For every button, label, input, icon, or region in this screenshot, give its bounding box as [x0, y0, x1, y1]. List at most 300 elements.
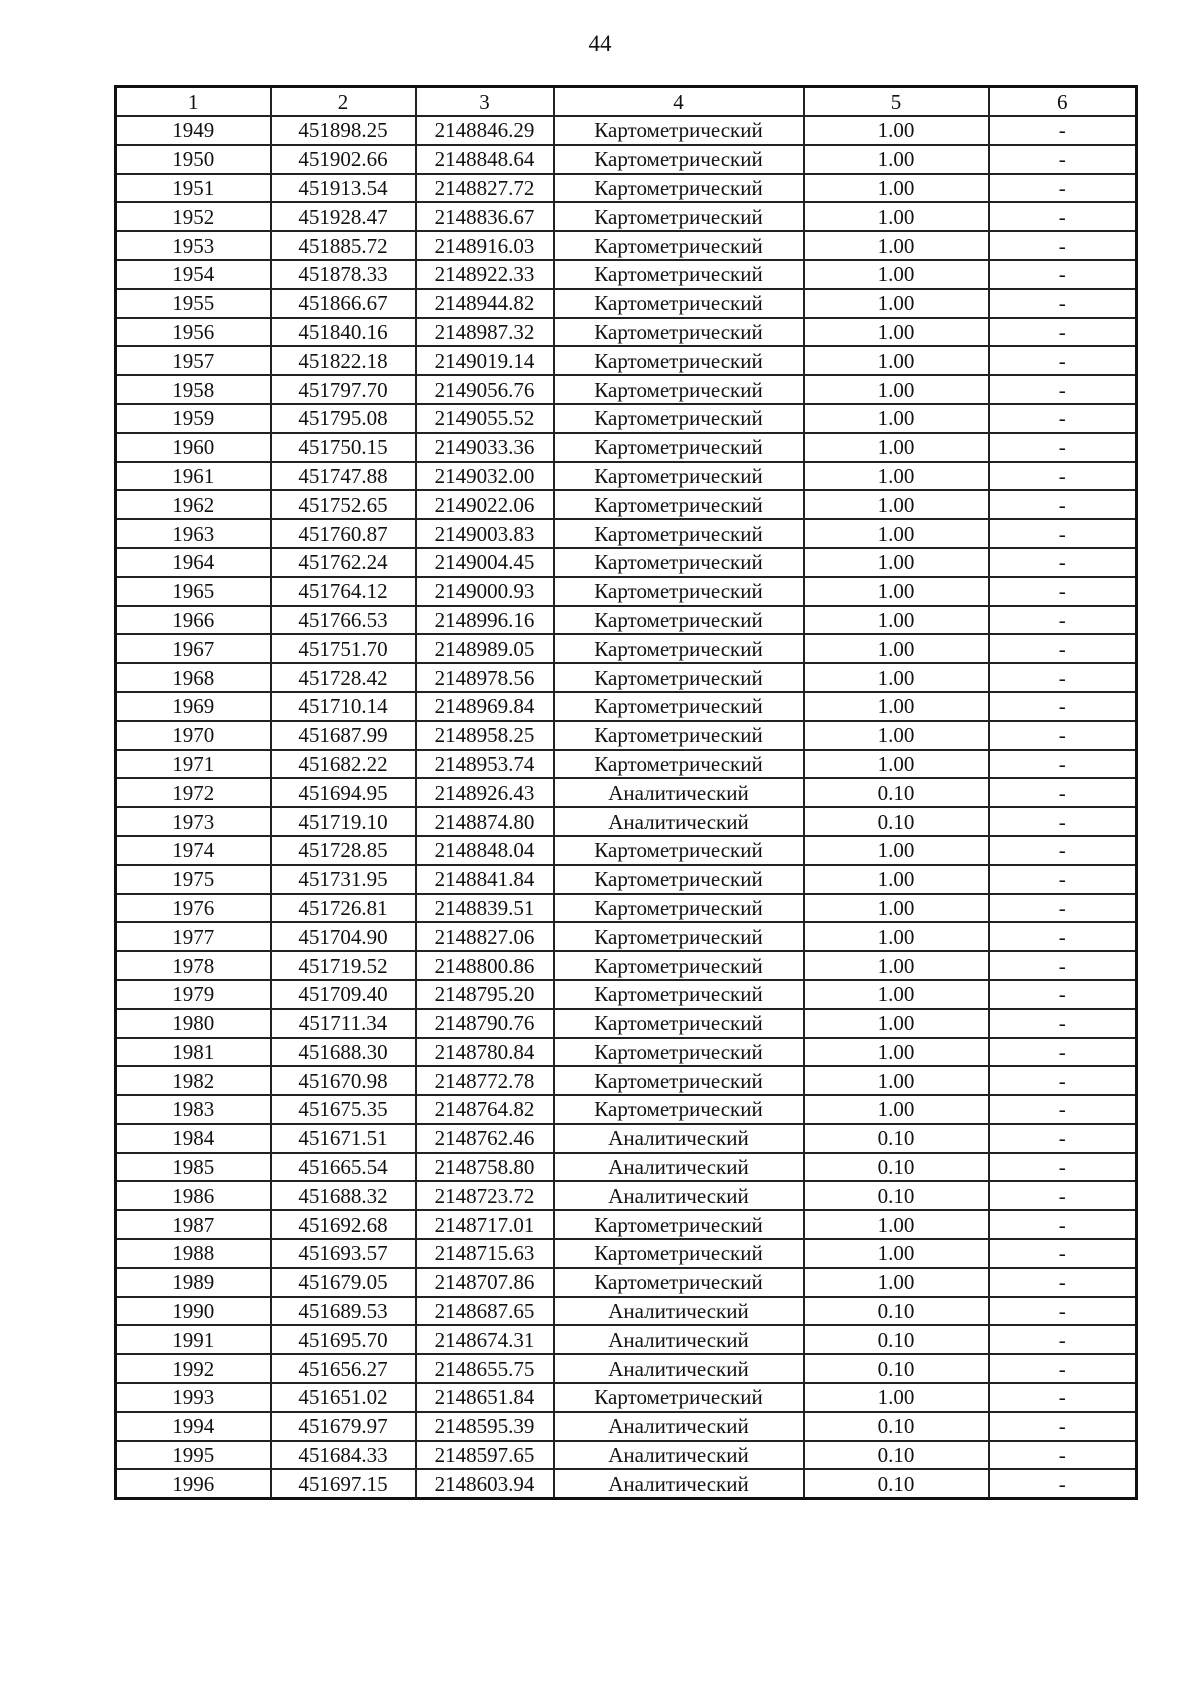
description-cell: - — [989, 980, 1137, 1009]
method-cell: Картометрический — [554, 231, 804, 260]
point-number-cell: 1952 — [116, 202, 271, 231]
x-coordinate-cell: 451704.90 — [271, 922, 416, 951]
point-number-cell: 1968 — [116, 663, 271, 692]
table-row — [116, 1124, 1137, 1153]
table-row — [116, 1441, 1137, 1470]
table-row — [116, 1383, 1137, 1412]
point-number-cell: 1992 — [116, 1354, 271, 1383]
description-cell: - — [989, 1095, 1137, 1124]
x-coordinate-cell: 451719.10 — [271, 807, 416, 836]
point-number-cell: 1970 — [116, 721, 271, 750]
y-coordinate-cell: 2149000.93 — [416, 577, 554, 606]
accuracy-cell: 1.00 — [804, 577, 989, 606]
method-cell: Картометрический — [554, 519, 804, 548]
accuracy-cell: 0.10 — [804, 1441, 989, 1470]
y-coordinate-cell: 2148707.86 — [416, 1268, 554, 1297]
x-coordinate-cell: 451752.65 — [271, 490, 416, 519]
method-cell: Картометрический — [554, 1038, 804, 1067]
table-row — [116, 663, 1137, 692]
point-number-cell: 1975 — [116, 865, 271, 894]
method-cell: Аналитический — [554, 807, 804, 836]
method-cell: Аналитический — [554, 1325, 804, 1354]
x-coordinate-cell: 451928.47 — [271, 202, 416, 231]
y-coordinate-cell: 2149004.45 — [416, 548, 554, 577]
method-cell: Картометрический — [554, 750, 804, 779]
table-row — [116, 577, 1137, 606]
table-row — [116, 346, 1137, 375]
x-coordinate-cell: 451688.32 — [271, 1181, 416, 1210]
description-cell: - — [989, 490, 1137, 519]
x-coordinate-cell: 451684.33 — [271, 1441, 416, 1470]
y-coordinate-cell: 2148996.16 — [416, 606, 554, 635]
accuracy-cell: 1.00 — [804, 289, 989, 318]
point-number-cell: 1981 — [116, 1038, 271, 1067]
accuracy-cell: 1.00 — [804, 1383, 989, 1412]
column-header-2: 2 — [271, 87, 416, 117]
method-cell: Аналитический — [554, 1297, 804, 1326]
point-number-cell: 1959 — [116, 404, 271, 433]
x-coordinate-cell: 451760.87 — [271, 519, 416, 548]
x-coordinate-cell: 451695.70 — [271, 1325, 416, 1354]
point-number-cell: 1966 — [116, 606, 271, 635]
table-row — [116, 116, 1137, 145]
description-cell: - — [989, 1441, 1137, 1470]
accuracy-cell: 1.00 — [804, 260, 989, 289]
description-cell: - — [989, 289, 1137, 318]
method-cell: Картометрический — [554, 318, 804, 347]
header-row — [116, 87, 1137, 117]
point-number-cell: 1973 — [116, 807, 271, 836]
description-cell: - — [989, 1210, 1137, 1239]
method-cell: Картометрический — [554, 1095, 804, 1124]
table-row — [116, 1325, 1137, 1354]
method-cell: Картометрический — [554, 634, 804, 663]
description-cell: - — [989, 1268, 1137, 1297]
y-coordinate-cell: 2148655.75 — [416, 1354, 554, 1383]
table-row — [116, 375, 1137, 404]
y-coordinate-cell: 2148717.01 — [416, 1210, 554, 1239]
description-cell: - — [989, 346, 1137, 375]
x-coordinate-cell: 451665.54 — [271, 1153, 416, 1182]
accuracy-cell: 1.00 — [804, 1038, 989, 1067]
y-coordinate-cell: 2148687.65 — [416, 1297, 554, 1326]
point-number-cell: 1955 — [116, 289, 271, 318]
x-coordinate-cell: 451688.30 — [271, 1038, 416, 1067]
accuracy-cell: 1.00 — [804, 346, 989, 375]
point-number-cell: 1965 — [116, 577, 271, 606]
y-coordinate-cell: 2149033.36 — [416, 433, 554, 462]
method-cell: Аналитический — [554, 1181, 804, 1210]
method-cell: Картометрический — [554, 1239, 804, 1268]
y-coordinate-cell: 2148969.84 — [416, 692, 554, 721]
accuracy-cell: 0.10 — [804, 1354, 989, 1383]
table-row — [116, 894, 1137, 923]
page-number: 44 — [588, 31, 612, 56]
description-cell: - — [989, 260, 1137, 289]
x-coordinate-cell: 451762.24 — [271, 548, 416, 577]
table-row — [116, 750, 1137, 779]
y-coordinate-cell: 2148762.46 — [416, 1124, 554, 1153]
point-number-cell: 1951 — [116, 174, 271, 203]
description-cell: - — [989, 836, 1137, 865]
method-cell: Картометрический — [554, 490, 804, 519]
accuracy-cell: 1.00 — [804, 663, 989, 692]
accuracy-cell: 1.00 — [804, 951, 989, 980]
table-row — [116, 1268, 1137, 1297]
point-number-cell: 1958 — [116, 375, 271, 404]
description-cell: - — [989, 1354, 1137, 1383]
point-number-cell: 1953 — [116, 231, 271, 260]
description-cell: - — [989, 951, 1137, 980]
method-cell: Картометрический — [554, 951, 804, 980]
x-coordinate-cell: 451687.99 — [271, 721, 416, 750]
description-cell: - — [989, 1239, 1137, 1268]
point-number-cell: 1996 — [116, 1469, 271, 1498]
x-coordinate-cell: 451747.88 — [271, 462, 416, 491]
point-number-cell: 1954 — [116, 260, 271, 289]
y-coordinate-cell: 2148922.33 — [416, 260, 554, 289]
point-number-cell: 1964 — [116, 548, 271, 577]
y-coordinate-cell: 2148953.74 — [416, 750, 554, 779]
x-coordinate-cell: 451694.95 — [271, 778, 416, 807]
y-coordinate-cell: 2148944.82 — [416, 289, 554, 318]
accuracy-cell: 1.00 — [804, 1066, 989, 1095]
table-row — [116, 692, 1137, 721]
y-coordinate-cell: 2148926.43 — [416, 778, 554, 807]
method-cell: Картометрический — [554, 260, 804, 289]
x-coordinate-cell: 451726.81 — [271, 894, 416, 923]
accuracy-cell: 1.00 — [804, 145, 989, 174]
x-coordinate-cell: 451693.57 — [271, 1239, 416, 1268]
method-cell: Картометрический — [554, 145, 804, 174]
table-row — [116, 462, 1137, 491]
column-header-4: 4 — [554, 87, 804, 117]
table-row — [116, 1239, 1137, 1268]
description-cell: - — [989, 778, 1137, 807]
table-row — [116, 778, 1137, 807]
table-row — [116, 634, 1137, 663]
y-coordinate-cell: 2148595.39 — [416, 1412, 554, 1441]
description-cell: - — [989, 145, 1137, 174]
x-coordinate-cell: 451697.15 — [271, 1469, 416, 1498]
method-cell: Картометрический — [554, 548, 804, 577]
table-row — [116, 548, 1137, 577]
method-cell: Картометрический — [554, 836, 804, 865]
x-coordinate-cell: 451679.05 — [271, 1268, 416, 1297]
table-row — [116, 202, 1137, 231]
method-cell: Картометрический — [554, 375, 804, 404]
table-row — [116, 433, 1137, 462]
accuracy-cell: 1.00 — [804, 980, 989, 1009]
y-coordinate-cell: 2149032.00 — [416, 462, 554, 491]
description-cell: - — [989, 1325, 1137, 1354]
x-coordinate-cell: 451656.27 — [271, 1354, 416, 1383]
accuracy-cell: 1.00 — [804, 519, 989, 548]
accuracy-cell: 0.10 — [804, 1412, 989, 1441]
table-row — [116, 1066, 1137, 1095]
y-coordinate-cell: 2149055.52 — [416, 404, 554, 433]
point-number-cell: 1980 — [116, 1009, 271, 1038]
accuracy-cell: 1.00 — [804, 1239, 989, 1268]
table-row — [116, 922, 1137, 951]
accuracy-cell: 1.00 — [804, 116, 989, 145]
method-cell: Картометрический — [554, 1383, 804, 1412]
description-cell: - — [989, 1181, 1137, 1210]
x-coordinate-cell: 451751.70 — [271, 634, 416, 663]
description-cell: - — [989, 606, 1137, 635]
description-cell: - — [989, 721, 1137, 750]
x-coordinate-cell: 451682.22 — [271, 750, 416, 779]
description-cell: - — [989, 1066, 1137, 1095]
table-row — [116, 980, 1137, 1009]
accuracy-cell: 1.00 — [804, 462, 989, 491]
point-number-cell: 1957 — [116, 346, 271, 375]
column-header-5: 5 — [804, 87, 989, 117]
description-cell: - — [989, 1124, 1137, 1153]
description-cell: - — [989, 433, 1137, 462]
point-number-cell: 1985 — [116, 1153, 271, 1182]
y-coordinate-cell: 2148764.82 — [416, 1095, 554, 1124]
point-number-cell: 1995 — [116, 1441, 271, 1470]
table-row — [116, 145, 1137, 174]
description-cell: - — [989, 1038, 1137, 1067]
y-coordinate-cell: 2148989.05 — [416, 634, 554, 663]
method-cell: Аналитический — [554, 1124, 804, 1153]
point-number-cell: 1969 — [116, 692, 271, 721]
method-cell: Картометрический — [554, 1210, 804, 1239]
point-number-cell: 1979 — [116, 980, 271, 1009]
y-coordinate-cell: 2148978.56 — [416, 663, 554, 692]
x-coordinate-cell: 451902.66 — [271, 145, 416, 174]
y-coordinate-cell: 2148841.84 — [416, 865, 554, 894]
accuracy-cell: 1.00 — [804, 490, 989, 519]
table-row — [116, 1469, 1137, 1498]
x-coordinate-cell: 451866.67 — [271, 289, 416, 318]
x-coordinate-cell: 451689.53 — [271, 1297, 416, 1326]
x-coordinate-cell: 451822.18 — [271, 346, 416, 375]
description-cell: - — [989, 202, 1137, 231]
column-header-3: 3 — [416, 87, 554, 117]
y-coordinate-cell: 2148597.65 — [416, 1441, 554, 1470]
method-cell: Картометрический — [554, 980, 804, 1009]
description-cell: - — [989, 548, 1137, 577]
accuracy-cell: 1.00 — [804, 1268, 989, 1297]
method-cell: Картометрический — [554, 577, 804, 606]
x-coordinate-cell: 451885.72 — [271, 231, 416, 260]
y-coordinate-cell: 2148674.31 — [416, 1325, 554, 1354]
x-coordinate-cell: 451709.40 — [271, 980, 416, 1009]
x-coordinate-cell: 451675.35 — [271, 1095, 416, 1124]
point-number-cell: 1991 — [116, 1325, 271, 1354]
y-coordinate-cell: 2148874.80 — [416, 807, 554, 836]
accuracy-cell: 0.10 — [804, 1297, 989, 1326]
x-coordinate-cell: 451795.08 — [271, 404, 416, 433]
x-coordinate-cell: 451878.33 — [271, 260, 416, 289]
method-cell: Картометрический — [554, 922, 804, 951]
point-number-cell: 1949 — [116, 116, 271, 145]
point-number-cell: 1978 — [116, 951, 271, 980]
method-cell: Картометрический — [554, 1268, 804, 1297]
x-coordinate-cell: 451797.70 — [271, 375, 416, 404]
table-row — [116, 865, 1137, 894]
x-coordinate-cell: 451840.16 — [271, 318, 416, 347]
accuracy-cell: 1.00 — [804, 1210, 989, 1239]
point-number-cell: 1972 — [116, 778, 271, 807]
point-number-cell: 1982 — [116, 1066, 271, 1095]
y-coordinate-cell: 2148846.29 — [416, 116, 554, 145]
accuracy-cell: 0.10 — [804, 1325, 989, 1354]
description-cell: - — [989, 692, 1137, 721]
table-row — [116, 1412, 1137, 1441]
y-coordinate-cell: 2148780.84 — [416, 1038, 554, 1067]
x-coordinate-cell: 451766.53 — [271, 606, 416, 635]
description-cell: - — [989, 865, 1137, 894]
x-coordinate-cell: 451764.12 — [271, 577, 416, 606]
description-cell: - — [989, 922, 1137, 951]
point-number-cell: 1987 — [116, 1210, 271, 1239]
x-coordinate-cell: 451671.51 — [271, 1124, 416, 1153]
accuracy-cell: 1.00 — [804, 318, 989, 347]
description-cell: - — [989, 116, 1137, 145]
accuracy-cell: 1.00 — [804, 1095, 989, 1124]
method-cell: Картометрический — [554, 894, 804, 923]
accuracy-cell: 0.10 — [804, 1469, 989, 1498]
point-number-cell: 1989 — [116, 1268, 271, 1297]
description-cell: - — [989, 634, 1137, 663]
coordinates-table — [114, 85, 1138, 1500]
y-coordinate-cell: 2148848.64 — [416, 145, 554, 174]
method-cell: Картометрический — [554, 606, 804, 635]
description-cell: - — [989, 750, 1137, 779]
y-coordinate-cell: 2148790.76 — [416, 1009, 554, 1038]
accuracy-cell: 1.00 — [804, 174, 989, 203]
point-number-cell: 1977 — [116, 922, 271, 951]
table-row — [116, 721, 1137, 750]
accuracy-cell: 1.00 — [804, 606, 989, 635]
method-cell: Аналитический — [554, 1441, 804, 1470]
x-coordinate-cell: 451728.42 — [271, 663, 416, 692]
y-coordinate-cell: 2148723.72 — [416, 1181, 554, 1210]
table-row — [116, 490, 1137, 519]
table-row — [116, 1181, 1137, 1210]
description-cell: - — [989, 404, 1137, 433]
point-number-cell: 1956 — [116, 318, 271, 347]
description-cell: - — [989, 519, 1137, 548]
y-coordinate-cell: 2148836.67 — [416, 202, 554, 231]
description-cell: - — [989, 807, 1137, 836]
accuracy-cell: 0.10 — [804, 778, 989, 807]
description-cell: - — [989, 318, 1137, 347]
method-cell: Картометрический — [554, 462, 804, 491]
table-row — [116, 260, 1137, 289]
accuracy-cell: 1.00 — [804, 548, 989, 577]
accuracy-cell: 1.00 — [804, 1009, 989, 1038]
accuracy-cell: 1.00 — [804, 692, 989, 721]
accuracy-cell: 1.00 — [804, 375, 989, 404]
table-row — [116, 1038, 1137, 1067]
accuracy-cell: 1.00 — [804, 634, 989, 663]
y-coordinate-cell: 2148758.80 — [416, 1153, 554, 1182]
y-coordinate-cell: 2149022.06 — [416, 490, 554, 519]
description-cell: - — [989, 174, 1137, 203]
point-number-cell: 1994 — [116, 1412, 271, 1441]
description-cell: - — [989, 1383, 1137, 1412]
description-cell: - — [989, 1469, 1137, 1498]
method-cell: Аналитический — [554, 778, 804, 807]
accuracy-cell: 1.00 — [804, 231, 989, 260]
y-coordinate-cell: 2148651.84 — [416, 1383, 554, 1412]
table-body — [116, 116, 1137, 1499]
y-coordinate-cell: 2148827.06 — [416, 922, 554, 951]
method-cell: Картометрический — [554, 663, 804, 692]
method-cell: Картометрический — [554, 116, 804, 145]
point-number-cell: 1984 — [116, 1124, 271, 1153]
description-cell: - — [989, 375, 1137, 404]
accuracy-cell: 0.10 — [804, 1124, 989, 1153]
column-header-6: 6 — [989, 87, 1137, 117]
table-row — [116, 1297, 1137, 1326]
table-row — [116, 519, 1137, 548]
method-cell: Картометрический — [554, 1066, 804, 1095]
method-cell: Картометрический — [554, 404, 804, 433]
y-coordinate-cell: 2148839.51 — [416, 894, 554, 923]
x-coordinate-cell: 451898.25 — [271, 116, 416, 145]
point-number-cell: 1988 — [116, 1239, 271, 1268]
description-cell: - — [989, 577, 1137, 606]
method-cell: Картометрический — [554, 202, 804, 231]
method-cell: Картометрический — [554, 865, 804, 894]
y-coordinate-cell: 2148958.25 — [416, 721, 554, 750]
accuracy-cell: 1.00 — [804, 202, 989, 231]
accuracy-cell: 0.10 — [804, 1181, 989, 1210]
y-coordinate-cell: 2149003.83 — [416, 519, 554, 548]
method-cell: Картометрический — [554, 289, 804, 318]
method-cell: Картометрический — [554, 433, 804, 462]
method-cell: Картометрический — [554, 346, 804, 375]
point-number-cell: 1961 — [116, 462, 271, 491]
x-coordinate-cell: 451651.02 — [271, 1383, 416, 1412]
table-row — [116, 1153, 1137, 1182]
x-coordinate-cell: 451728.85 — [271, 836, 416, 865]
accuracy-cell: 0.10 — [804, 1153, 989, 1182]
description-cell: - — [989, 1412, 1137, 1441]
description-cell: - — [989, 894, 1137, 923]
point-number-cell: 1986 — [116, 1181, 271, 1210]
y-coordinate-cell: 2148715.63 — [416, 1239, 554, 1268]
method-cell: Аналитический — [554, 1153, 804, 1182]
accuracy-cell: 1.00 — [804, 721, 989, 750]
point-number-cell: 1993 — [116, 1383, 271, 1412]
point-number-cell: 1983 — [116, 1095, 271, 1124]
accuracy-cell: 1.00 — [804, 750, 989, 779]
table-row — [116, 807, 1137, 836]
accuracy-cell: 1.00 — [804, 404, 989, 433]
table-row — [116, 951, 1137, 980]
x-coordinate-cell: 451913.54 — [271, 174, 416, 203]
table-row — [116, 1009, 1137, 1038]
x-coordinate-cell: 451692.68 — [271, 1210, 416, 1239]
y-coordinate-cell: 2148916.03 — [416, 231, 554, 260]
description-cell: - — [989, 663, 1137, 692]
method-cell: Картометрический — [554, 1009, 804, 1038]
accuracy-cell: 1.00 — [804, 922, 989, 951]
method-cell: Аналитический — [554, 1412, 804, 1441]
x-coordinate-cell: 451679.97 — [271, 1412, 416, 1441]
y-coordinate-cell: 2148800.86 — [416, 951, 554, 980]
accuracy-cell: 1.00 — [804, 433, 989, 462]
column-header-1: 1 — [116, 87, 271, 117]
table-row — [116, 289, 1137, 318]
